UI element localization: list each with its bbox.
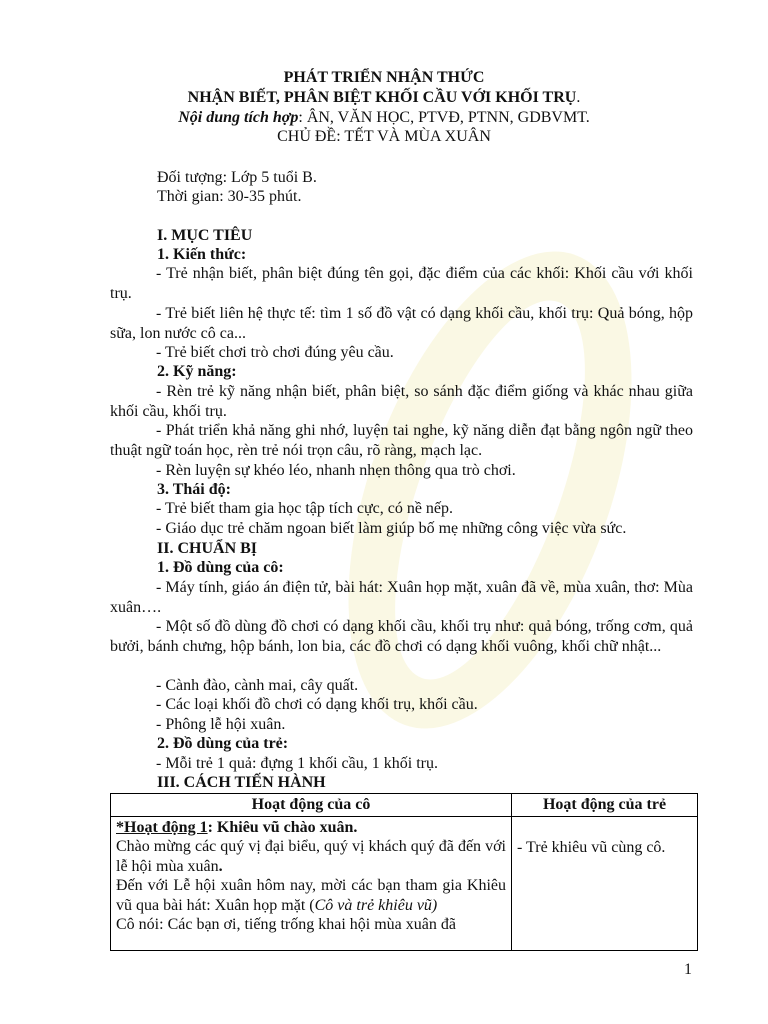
page-number: 1: [684, 961, 692, 978]
teacher-material-item: - Máy tính, giáo án điện tử, bài hát: Xuân họp mặt, xuân đã về, mùa xuân, thơ: Mùa xuân….: [110, 579, 693, 616]
section-1-title: I. MỤC TIÊU: [157, 227, 253, 244]
knowledge-item: - Trẻ nhận biết, phân biệt đúng tên gọi, đặc điểm của các khối: Khối cầu với khối trụ.: [110, 265, 693, 302]
teacher-materials-title: 1. Đồ dùng của cô:: [157, 559, 284, 576]
teacher-material-item: - Phông lễ hội xuân.: [156, 716, 286, 733]
section-2-title: II. CHUẨN BỊ: [157, 540, 258, 557]
teacher-material-item: - Các loại khối đồ chơi có dạng khối trụ, khối cầu.: [156, 696, 478, 713]
skills-item: - Rèn trẻ kỹ năng nhận biết, phân biệt, so sánh đặc điểm giống và khác nhau giữa khối cầu, khối trụ.: [110, 383, 693, 420]
knowledge-title: 1. Kiến thức:: [157, 246, 247, 263]
skills-item: - Rèn luyện sự khéo léo, nhanh nhẹn thông qua trò chơi.: [156, 462, 516, 479]
skills-title: 2. Kỹ năng:: [157, 363, 237, 380]
child-material-item: - Mỗi trẻ 1 quả: đựng 1 khối cầu, 1 khối trụ.: [156, 755, 438, 772]
activity-1-title: *Hoạt động 1: Khiêu vũ chào xuân.: [116, 818, 358, 836]
activity-paragraph: Đến với Lễ hội xuân hôm nay, mời các bạn tham gia Khiêu vũ qua bài hát: Xuân họp mặt (Cô và trẻ khiêu vũ): [116, 877, 506, 914]
table-row: [111, 816, 698, 950]
table-header-row: [111, 794, 698, 817]
knowledge-item: - Trẻ biết chơi trò chơi đúng yêu cầu.: [156, 344, 394, 361]
header-child-activity: Hoạt động của trẻ: [512, 794, 698, 817]
knowledge-item: - Trẻ biết liên hệ thực tế: tìm 1 số đồ vật có dạng khối cầu, khối trụ: Quả bóng, hộp sữa, lon nước cô ca...: [110, 305, 693, 342]
target-line: Đối tượng: Lớp 5 tuổi B.: [157, 169, 317, 186]
title-line-1: PHÁT TRIỂN NHẬN THỨC: [283, 69, 485, 86]
attitude-title: 3. Thái độ:: [157, 481, 231, 498]
attitude-item: - Giáo dục trẻ chăm ngoan biết làm giúp bố mẹ những công việc vừa sức.: [156, 520, 627, 537]
child-activity-cell: - Trẻ khiêu vũ cùng cô.: [512, 816, 698, 950]
topic-line: CHỦ ĐỀ: TẾT VÀ MÙA XUÂN: [277, 128, 491, 145]
activity-paragraph: Cô nói: Các bạn ơi, tiếng trống khai hội mùa xuân đã: [116, 916, 456, 933]
child-materials-title: 2. Đồ dùng của trẻ:: [157, 735, 289, 752]
title-line-2: NHẬN BIẾT, PHÂN BIỆT KHỐI CẦU VỚI KHỐI TRỤ.: [187, 89, 581, 106]
teacher-material-item: - Cành đào, cành mai, cây quất.: [156, 677, 359, 694]
teacher-material-item: - Một số đồ dùng đồ chơi có dạng khối cầu, khối trụ như: quả bóng, trống cơm, quả bưởi, bánh chưng, hộp bánh, lon bia, các đồ chơi có dạng khối vuông, khối chữ nhật...: [110, 618, 693, 655]
integrated-content: Nội dung tích hợp: ÂN, VĂN HỌC, PTVĐ, PTNN, GDBVMT.: [178, 109, 590, 126]
header-teacher-activity: Hoạt động của cô: [111, 794, 512, 817]
activity-paragraph: Chào mừng các quý vị đại biểu, quý vị khách quý đã đến với lễ hội mùa xuân.: [116, 838, 506, 875]
section-3-title: III. CÁCH TIẾN HÀNH: [157, 774, 326, 791]
attitude-item: - Trẻ biết tham gia học tập tích cực, có nề nếp.: [156, 500, 454, 517]
time-line: Thời gian: 30-35 phút.: [157, 188, 302, 205]
skills-item: - Phát triển khả năng ghi nhớ, luyện tai nghe, kỹ năng diễn đạt bằng ngôn ngữ theo thuật ngữ toán học, rèn trẻ nói trọn câu, rõ ràng, mạch lạc.: [110, 422, 693, 459]
activity-table: [110, 793, 698, 951]
teacher-activity-cell: [111, 816, 512, 950]
